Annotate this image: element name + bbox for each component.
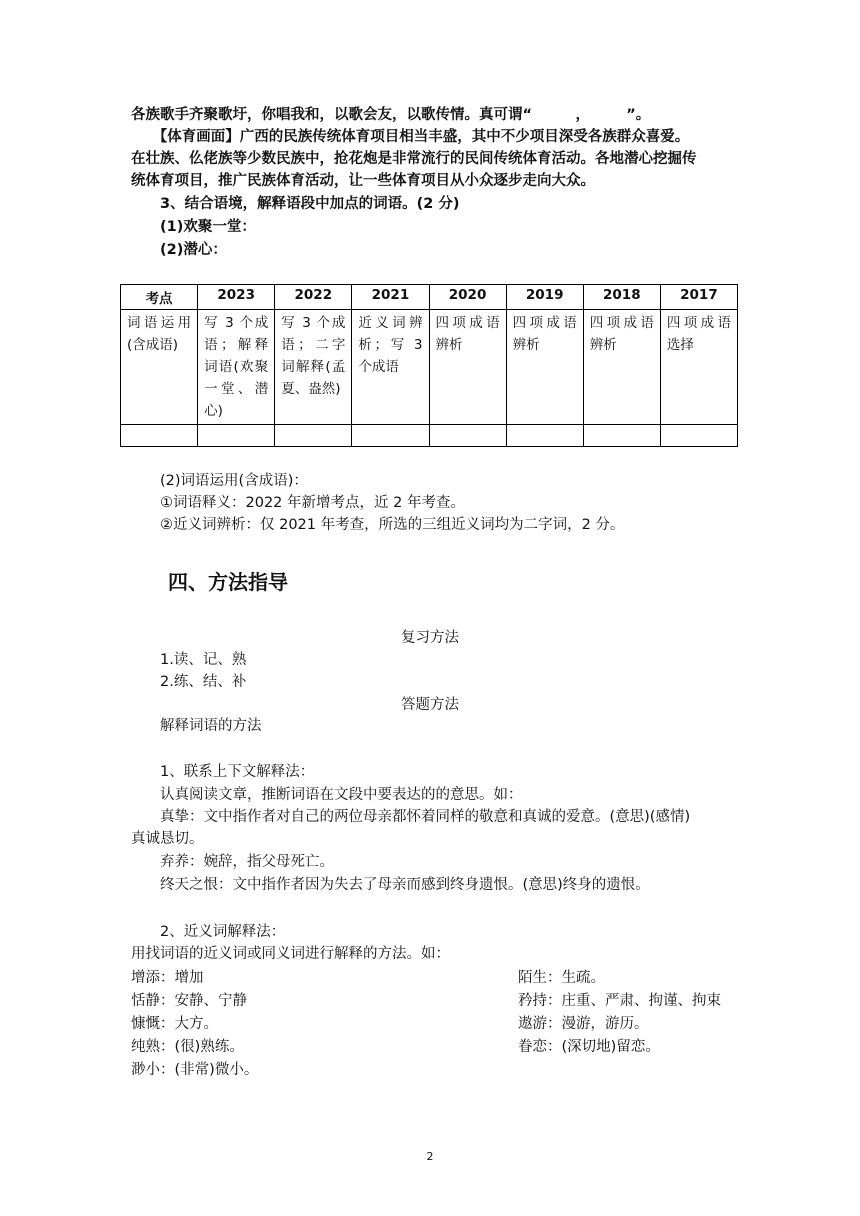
synonym-example-right: 眷恋：(深切地)留恋。 <box>518 1039 660 1055</box>
table-cell <box>121 425 198 447</box>
method-1-example-3: 终天之恨：文中指作者因为失去了母亲而感到终身遗恨。(意思)终身的遗恨。 <box>160 877 650 893</box>
method-2-title: 2、近义词解释法： <box>160 924 286 940</box>
table-header-cell: 考点 <box>121 285 198 310</box>
synonym-example-right: 矜持：庄重、严肃、拘谨、拘束 <box>518 993 721 1009</box>
table-header-cell: 2023 <box>198 285 275 310</box>
method-1-title: 1、联系上下文解释法： <box>160 764 315 780</box>
table-header-cell: 2017 <box>660 285 737 310</box>
page-number: 2 <box>426 1150 434 1163</box>
intro-line-4: 统体育项目，推广民族体育活动，让一些体育项目从小众逐步走向大众。 <box>131 173 595 189</box>
table-cell: 四项成语辨析 <box>506 310 583 425</box>
method-2-description: 用找词语的近义词或同义词进行解释的方法。如： <box>131 946 450 962</box>
synonym-example-left: 增添：增加 <box>131 970 204 986</box>
synonym-example-left: 渺小：(非常)微小。 <box>131 1062 259 1078</box>
synonym-example-left: 纯熟：(很)熟练。 <box>131 1039 244 1055</box>
table-header-cell: 2022 <box>275 285 352 310</box>
table-header-cell: 2019 <box>506 285 583 310</box>
table-header-cell: 2021 <box>352 285 429 310</box>
question-3: 3、结合语境，解释语段中加点的词语。(2 分) <box>160 196 460 212</box>
table-empty-row <box>121 425 738 447</box>
synonym-example-right: 陌生：生疏。 <box>518 970 605 986</box>
table-cell <box>198 425 275 447</box>
table-cell: 四项成语辨析 <box>429 310 506 425</box>
question-3-part-2: (2)潜心： <box>160 242 227 258</box>
table-cell: 四项成语辨析 <box>583 310 660 425</box>
method-1-example-2: 弃养：婉辞，指父母死亡。 <box>160 854 334 870</box>
table-cell <box>660 425 737 447</box>
table-cell: 词语运用(含成语) <box>121 310 198 425</box>
table-row <box>121 310 738 425</box>
intro-line-2: 【体育画面】广西的民族传统体育项目相当丰盛，其中不少项目深受各族群众喜爱。 <box>131 129 690 145</box>
intro-line-3: 在壮族、仫佬族等少数民族中，抢花炮是非常流行的民间传统体育活动。各地潜心挖掘传 <box>131 151 697 167</box>
review-methods-title: 复习方法 <box>401 630 459 646</box>
table-cell <box>352 425 429 447</box>
intro-line-1: 各族歌手齐聚歌圩，你唱我和，以歌会友，以歌传情。真可谓“ ， ”。 <box>131 107 651 123</box>
table-header-cell: 2020 <box>429 285 506 310</box>
note-2: ②近义词辨析：仅 2021 年考查，所选的三组近义词均为二字词，2 分。 <box>160 517 625 533</box>
review-item-1: 1.读、记、熟 <box>160 652 247 668</box>
method-1-example-1: 真挚：文中指作者对自己的两位母亲都怀着同样的敬意和真诚的爱意。(意思)(感情) <box>160 809 691 825</box>
section-heading: 四、方法指导 <box>168 570 288 594</box>
synonym-example-left: 恬静：安静、宁静 <box>131 993 247 1009</box>
notes-title: (2)词语运用(含成语)： <box>160 473 308 489</box>
synonym-example-right: 遨游：漫游，游历。 <box>518 1016 649 1032</box>
table-cell <box>429 425 506 447</box>
review-item-2: 2.练、结、补 <box>160 674 247 690</box>
answer-methods-title: 答题方法 <box>401 697 459 713</box>
method-1-example-1-continued: 真诚恳切。 <box>131 831 204 847</box>
table-cell <box>583 425 660 447</box>
answer-methods-subtitle: 解释词语的方法 <box>160 718 262 734</box>
table-cell <box>506 425 583 447</box>
exam-points-table <box>120 284 738 447</box>
note-1: ①词语释义：2022 年新增考点，近 2 年考查。 <box>160 495 465 511</box>
method-1-description: 认真阅读文章，推断词语在文段中要表达的的意思。如： <box>160 787 523 803</box>
table-cell: 近义词辨析；写 3 个成语 <box>352 310 429 425</box>
table-cell <box>275 425 352 447</box>
table-header-cell: 2018 <box>583 285 660 310</box>
synonym-example-left: 慷慨：大方。 <box>131 1016 218 1032</box>
table-cell: 四项成语选择 <box>660 310 737 425</box>
table-cell: 写 3 个成语；二字词解释(孟夏、盎然) <box>275 310 352 425</box>
table-header-row <box>121 285 738 310</box>
table-cell: 写 3 个成语；解释词语(欢聚一堂、潜心) <box>198 310 275 425</box>
question-3-part-1: (1)欢聚一堂： <box>160 219 256 235</box>
